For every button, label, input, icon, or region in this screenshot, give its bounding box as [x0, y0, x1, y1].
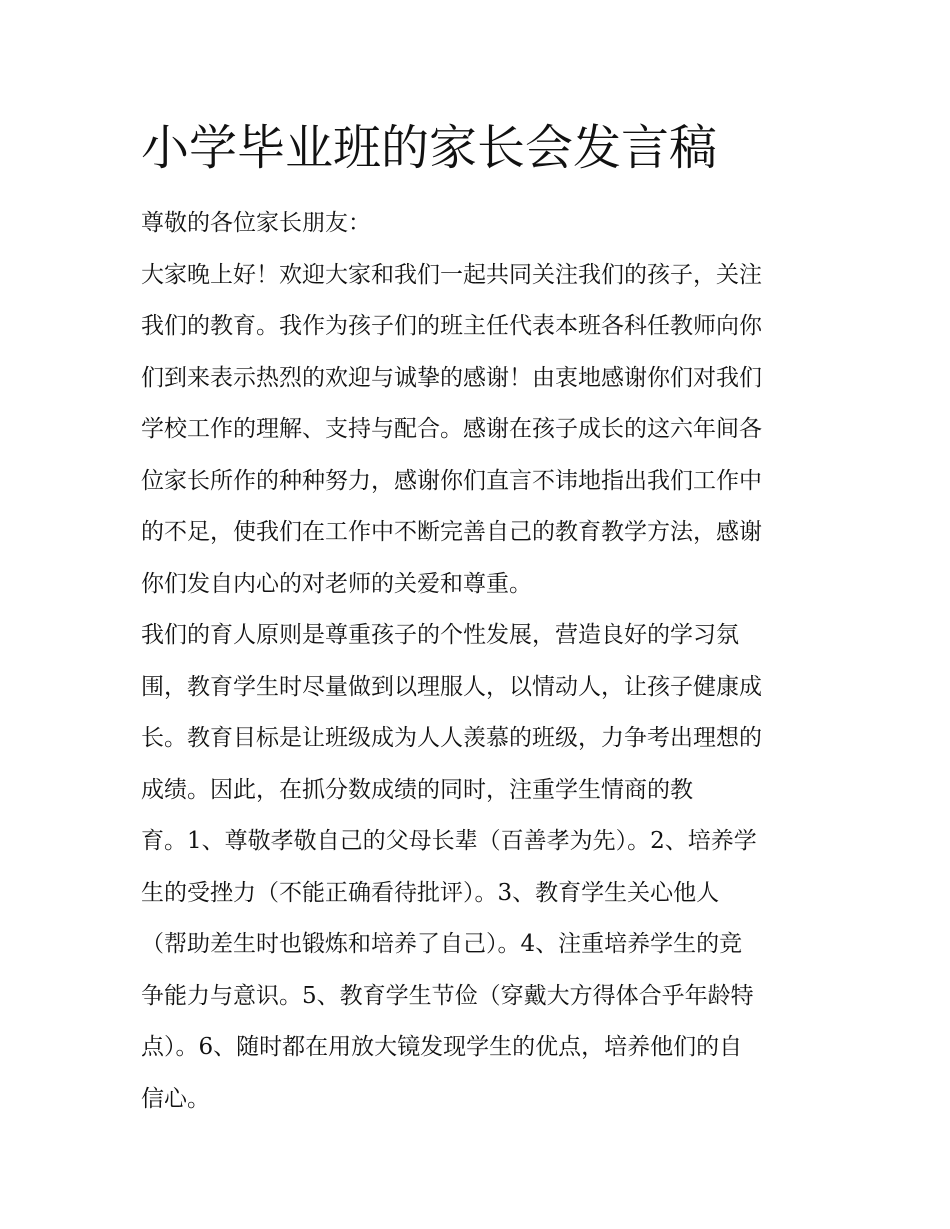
text-line: 尊敬的各位家长朋友： [141, 210, 371, 236]
text-line: 育。1、尊敬孝敬自己的父母长辈（百善孝为先）。2、培养学 [141, 828, 757, 854]
text-line: 生的受挫力（不能正确看待批评）。3、教育学生关心他人 [141, 879, 720, 906]
text-line: 争能力与意识。5、教育学生节俭（穿戴大方得体合乎年龄特 [141, 982, 754, 1009]
page-title: 小学毕业班的家长会发言稿 [141, 120, 718, 176]
speech-body [141, 203, 821, 1130]
text-line: 围，教育学生时尽量做到以理服人，以情动人，让孩子健康成 [141, 673, 762, 700]
text-line: （帮助差生时也锻炼和培养了自己）。4、注重培养学生的竞 [141, 931, 743, 957]
text-line: 点）。6、随时都在用放大镜发现学生的优点，培养他们的自 [141, 1034, 743, 1060]
text-line: 学校工作的理解、支持与配合。感谢在孩子成长的这六年间各 [141, 416, 762, 442]
text-line: 的不足，使我们在工作中不断完善自己的教育教学方法，感谢 [141, 519, 762, 545]
text-line: 我们的教育。我作为孩子们的班主任代表本班各科任教师向你 [141, 313, 762, 339]
text-line: 我们的育人原则是尊重孩子的个性发展，营造良好的学习氛 [141, 622, 739, 648]
text-line: 信心。 [141, 1085, 210, 1112]
text-line: 成绩。因此，在抓分数成绩的同时，注重学生情商的教 [141, 776, 693, 803]
text-line: 位家长所作的种种努力，感谢你们直言不讳地指出我们工作中 [141, 467, 762, 494]
text-line: 大家晚上好！欢迎大家和我们一起共同关注我们的孩子，关注 [141, 261, 762, 288]
text-line: 你们发自内心的对老师的关爱和尊重。 [141, 570, 532, 597]
text-line: 长。教育目标是让班级成为人人羡慕的班级，力争考出理想的 [141, 725, 762, 751]
text-line: 们到来表示热烈的欢迎与诚挚的感谢！由衷地感谢你们对我们 [141, 364, 762, 391]
